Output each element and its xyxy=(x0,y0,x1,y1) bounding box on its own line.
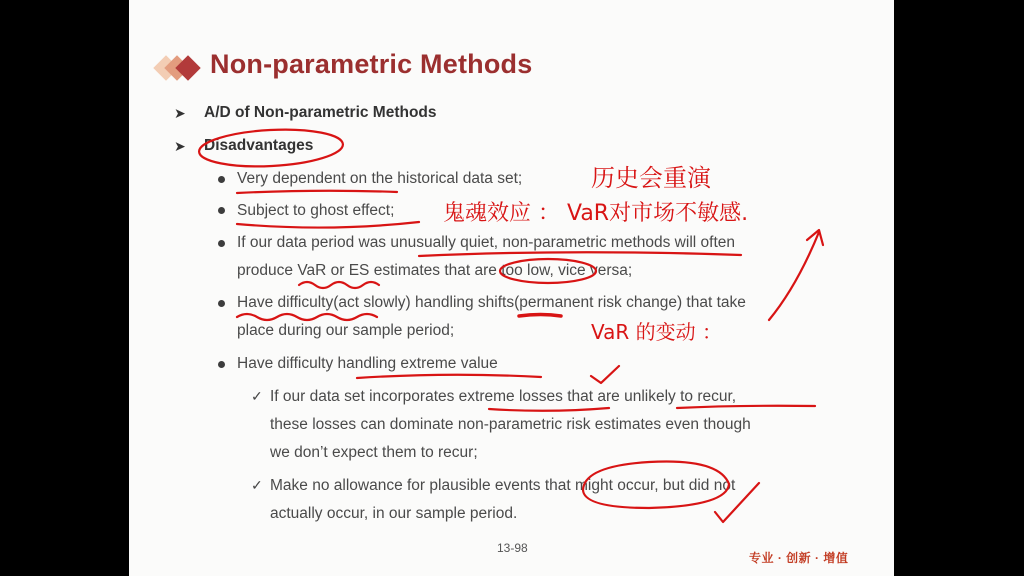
bullet-dot-icon xyxy=(218,300,225,307)
sub-extreme-l2: these losses can dominate non-parametric risk estimates even though xyxy=(270,416,751,433)
diamond-logo-icon xyxy=(151,52,203,84)
handwritten-note-ghost: 鬼魂效应 ： VaR对市场不敏感. xyxy=(443,201,749,226)
bullet-historical: Very dependent on the historical data set; xyxy=(237,170,523,187)
page-number: 13-98 xyxy=(497,541,528,555)
sub-extreme-l3: we don’t expect them to recur; xyxy=(270,444,478,461)
bullet-dot-icon xyxy=(218,176,225,183)
slide xyxy=(129,0,894,576)
arrow-bullet-icon: ➤ xyxy=(174,105,186,121)
arrow-bullet-icon: ➤ xyxy=(174,138,186,154)
bullet-dot-icon xyxy=(218,361,225,368)
brand-slogan: 专业 · 创新 · 增值 xyxy=(749,551,849,565)
bullet-shifts-l1: Have difficulty(act slowly) handling shifts(permanent risk change) that take xyxy=(237,294,746,311)
disadvantages-heading: Disadvantages xyxy=(204,137,314,154)
bullet-extreme: Have difficulty handling extreme value xyxy=(237,355,498,372)
slide-title: Non-parametric Methods xyxy=(210,49,533,79)
handwritten-note-history: 历史会重演 xyxy=(591,164,711,192)
ad-heading: A/D of Non-parametric Methods xyxy=(204,104,437,121)
sub-allowance-l1: Make no allowance for plausible events that might occur, but did not xyxy=(270,477,736,494)
handwritten-note-var-change: VaR 的变动 ： xyxy=(591,320,722,344)
sub-extreme-l1: If our data set incorporates extreme losses that are unlikely to recur, xyxy=(270,388,737,405)
check-icon: ✓ xyxy=(251,388,263,404)
bullet-quiet-l1: If our data period was unusually quiet, non-parametric methods will often xyxy=(237,234,735,251)
bullet-shifts-l2: place during our sample period; xyxy=(237,322,455,339)
check-icon: ✓ xyxy=(251,477,263,493)
bullet-ghost: Subject to ghost effect; xyxy=(237,202,395,219)
bullet-quiet-l2: produce VaR or ES estimates that are too low, vice versa; xyxy=(237,262,633,279)
bullet-dot-icon xyxy=(218,207,225,214)
bullet-dot-icon xyxy=(218,240,225,247)
sub-allowance-l2: actually occur, in our sample period. xyxy=(270,505,518,522)
